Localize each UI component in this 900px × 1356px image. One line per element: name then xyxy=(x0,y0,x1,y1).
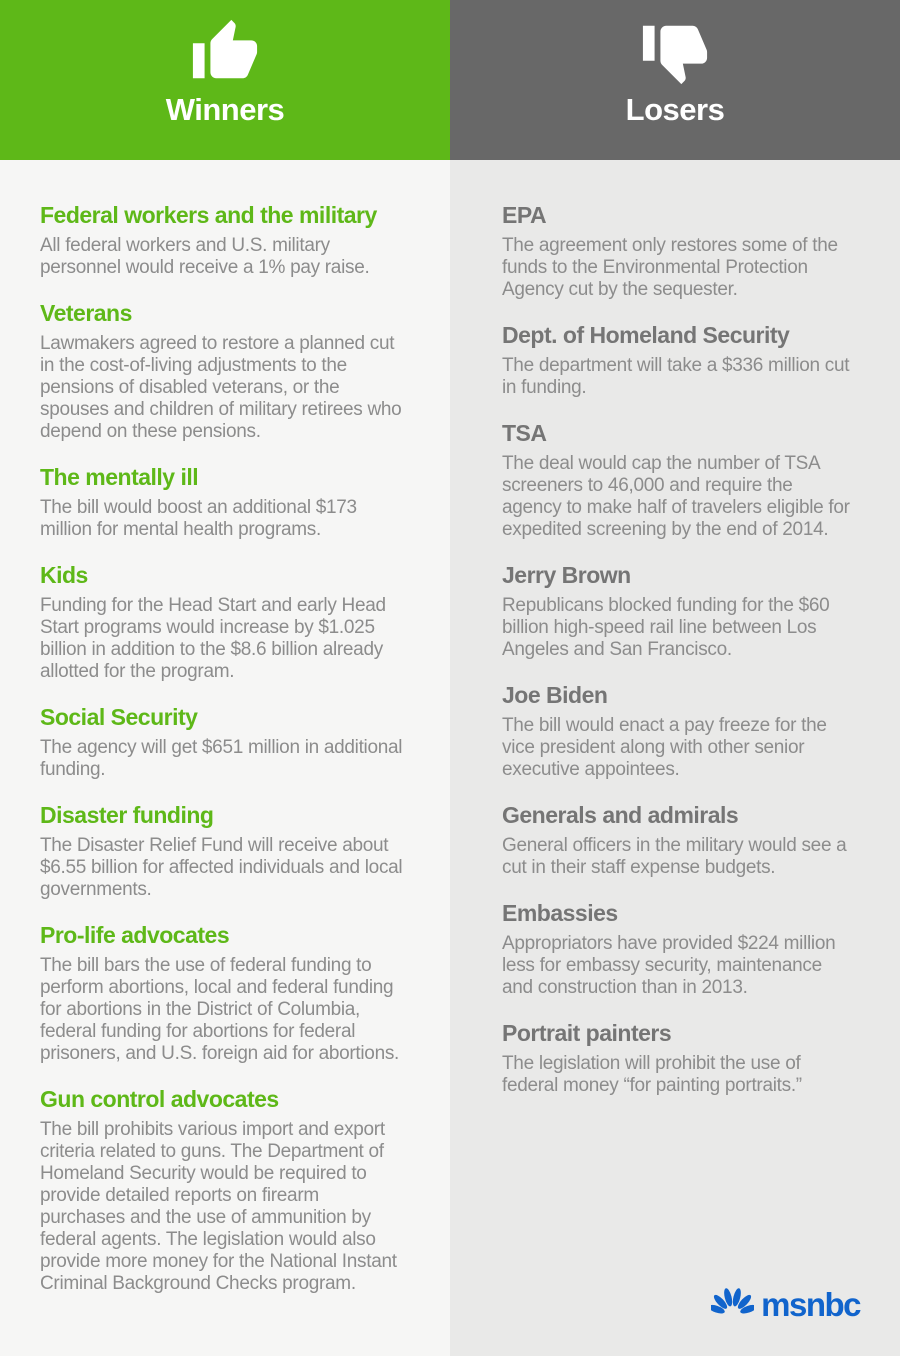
section-body: The deal would cap the number of TSA screeners to 46,000 and require the agency to make half of travelers eligible for expedited screening by the end of 2014. xyxy=(502,453,850,540)
section-tsa xyxy=(502,420,854,541)
losers-header xyxy=(450,0,900,160)
section-jerry-brown xyxy=(502,562,854,661)
section-body: The legislation will prohibit the use of federal money “for painting portraits.” xyxy=(502,1053,802,1096)
section-title: Disaster funding xyxy=(40,802,214,828)
section-body: General officers in the military would see a cut in their staff expense budgets. xyxy=(502,835,847,878)
peacock-icon xyxy=(711,1288,754,1322)
section-homeland-security xyxy=(502,322,854,399)
section-body: The bill prohibits various import and export criteria related to guns. The Department of Homeland Security would be required to provide detailed reports on firearm purchases and the use of ammunition by federal agents. The legislation would also provide more money for the National Instant Criminal Background Checks program. xyxy=(40,1119,397,1294)
section-portrait-painters xyxy=(502,1020,854,1097)
section-title: Portrait painters xyxy=(502,1020,672,1046)
section-body: The department will take a $336 million cut in funding. xyxy=(502,355,850,398)
winners-header xyxy=(0,0,450,160)
section-title: Federal workers and the military xyxy=(40,202,377,228)
section-title: Veterans xyxy=(40,300,132,326)
section-body: All federal workers and U.S. military personnel would receive a 1% pay raise. xyxy=(40,235,370,278)
thumbs-down-icon xyxy=(640,16,710,88)
content-columns xyxy=(0,160,900,1356)
section-body: Lawmakers agreed to restore a planned cut in the cost-of-living adjustments to the pensions of disabled veterans, or the spouses and children of military retirees who depend on these pensions. xyxy=(40,333,402,442)
winners-title: Winners xyxy=(165,92,285,127)
section-title: The mentally ill xyxy=(40,464,199,490)
winners-column xyxy=(0,160,450,1356)
section-body: The bill would boost an additional $173 million for mental health programs. xyxy=(40,497,357,540)
losers-title: Losers xyxy=(625,92,725,127)
section-veterans xyxy=(40,300,406,443)
section-body: The agency will get $651 million in additional funding. xyxy=(40,737,403,780)
section-title: Joe Biden xyxy=(502,682,608,708)
section-kids xyxy=(40,562,406,683)
section-embassies xyxy=(502,900,854,999)
msnbc-wordmark: msnbc xyxy=(761,1286,860,1323)
section-title: Social Security xyxy=(40,704,198,730)
section-pro-life-advocates xyxy=(40,922,406,1065)
section-body: Funding for the Head Start and early Head Start programs would increase by $1.025 billion in addition to the $8.6 billion already allotted for the program. xyxy=(40,595,386,682)
section-body: The bill bars the use of federal funding to perform abortions, local and federal funding for abortions in the District of Columbia, federal funding for abortions for federal prisoners, and U.S. foreign aid for abortions. xyxy=(40,955,400,1064)
section-title: Embassies xyxy=(502,900,618,926)
header xyxy=(0,0,900,160)
losers-column xyxy=(450,160,900,1356)
section-title: EPA xyxy=(502,202,547,228)
section-title: Pro-life advocates xyxy=(40,922,230,948)
section-title: Dept. of Homeland Security xyxy=(502,322,790,348)
msnbc-logo xyxy=(711,1286,860,1324)
section-social-security xyxy=(40,704,406,781)
section-title: Gun control advocates xyxy=(40,1086,279,1112)
section-federal-workers xyxy=(40,202,406,279)
section-epa xyxy=(502,202,854,301)
thumbs-up-icon xyxy=(190,16,260,88)
section-body: Appropriators have provided $224 million less for embassy security, maintenance and construction than in 2013. xyxy=(502,933,836,998)
section-title: TSA xyxy=(502,420,547,446)
section-title: Generals and admirals xyxy=(502,802,739,828)
section-body: Republicans blocked funding for the $60 billion high-speed rail line between Los Angeles and San Francisco. xyxy=(502,595,830,660)
section-body: The bill would enact a pay freeze for the vice president along with other senior executive appointees. xyxy=(502,715,827,780)
section-joe-biden xyxy=(502,682,854,781)
section-title: Kids xyxy=(40,562,88,588)
section-gun-control-advocates xyxy=(40,1086,406,1295)
section-generals-admirals xyxy=(502,802,854,879)
section-title: Jerry Brown xyxy=(502,562,631,588)
section-disaster-funding xyxy=(40,802,406,901)
section-body: The Disaster Relief Fund will receive about $6.55 billion for affected individuals and local governments. xyxy=(40,835,403,900)
section-body: The agreement only restores some of the funds to the Environmental Protection Agency cut by the sequester. xyxy=(502,235,838,300)
section-mentally-ill xyxy=(40,464,406,541)
